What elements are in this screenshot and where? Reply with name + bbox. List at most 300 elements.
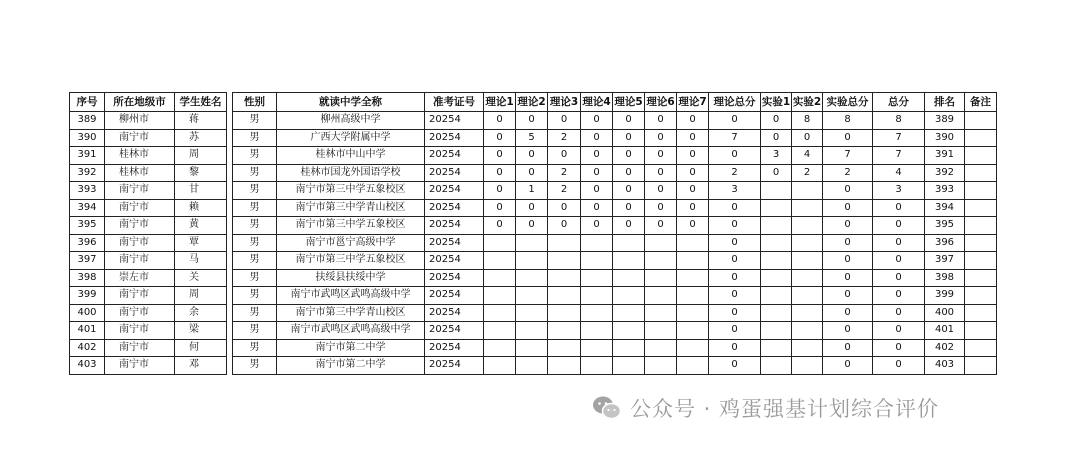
col-header-lab-2: 实验2 — [792, 93, 823, 112]
table-row — [70, 112, 997, 130]
cell-gender: 男 — [233, 252, 277, 270]
cell-school: 南宁市武鸣区武鸣高级中学 — [277, 322, 425, 340]
cell-total: 0 — [873, 252, 925, 270]
cell-lab-total: 0 — [823, 199, 873, 217]
cell-theory-3 — [548, 304, 581, 322]
cell-name: 赖 — [175, 199, 227, 217]
cell-lab-total: 0 — [823, 357, 873, 375]
cell-school: 桂林市国龙外国语学校 — [277, 164, 425, 182]
cell-theory-total: 0 — [709, 357, 761, 375]
cell-city: 柳州市 — [105, 112, 175, 130]
cell-theory-4: 0 — [581, 182, 613, 200]
cell-lab-total: 0 — [823, 182, 873, 200]
table-row — [70, 287, 997, 305]
cell-gender: 男 — [233, 234, 277, 252]
cell-theory-3 — [548, 269, 581, 287]
cell-theory-1: 0 — [484, 147, 516, 165]
cell-school: 桂林市中山中学 — [277, 147, 425, 165]
cell-lab-1: 0 — [761, 164, 792, 182]
cell-name: 余 — [175, 304, 227, 322]
cell-school: 南宁市邕宁高级中学 — [277, 234, 425, 252]
cell-lab-total: 7 — [823, 147, 873, 165]
cell-lab-2 — [792, 269, 823, 287]
cell-theory-5: 0 — [613, 217, 645, 235]
cell-lab-1 — [761, 199, 792, 217]
col-header-theory-7: 理论7 — [677, 93, 709, 112]
cell-name: 蒋 — [175, 112, 227, 130]
cell-rank: 396 — [925, 234, 965, 252]
cell-lab-total: 0 — [823, 129, 873, 147]
cell-theory-7 — [677, 269, 709, 287]
cell-lab-2 — [792, 357, 823, 375]
cell-theory-2 — [516, 269, 548, 287]
cell-city: 南宁市 — [105, 182, 175, 200]
cell-theory-7: 0 — [677, 164, 709, 182]
cell-remark — [965, 217, 997, 235]
cell-exam-id: 20254 — [425, 129, 484, 147]
cell-theory-1: 0 — [484, 129, 516, 147]
cell-theory-4 — [581, 287, 613, 305]
col-header-lab-1: 实验1 — [761, 93, 792, 112]
cell-lab-2: 8 — [792, 112, 823, 130]
cell-lab-2 — [792, 199, 823, 217]
cell-gender: 男 — [233, 164, 277, 182]
score-table — [69, 92, 997, 375]
cell-lab-total: 8 — [823, 112, 873, 130]
cell-remark — [965, 164, 997, 182]
cell-gender: 男 — [233, 339, 277, 357]
table-row — [70, 217, 997, 235]
cell-school: 南宁市第三中学五象校区 — [277, 217, 425, 235]
col-header-remark: 备注 — [965, 93, 997, 112]
cell-lab-total: 0 — [823, 234, 873, 252]
cell-theory-total: 0 — [709, 304, 761, 322]
cell-city: 南宁市 — [105, 357, 175, 375]
cell-exam-id: 20254 — [425, 182, 484, 200]
cell-lab-2 — [792, 217, 823, 235]
cell-city: 桂林市 — [105, 164, 175, 182]
col-header-theory-total: 理论总分 — [709, 93, 761, 112]
cell-theory-4 — [581, 304, 613, 322]
cell-city: 南宁市 — [105, 287, 175, 305]
cell-remark — [965, 287, 997, 305]
cell-total: 0 — [873, 322, 925, 340]
cell-theory-7: 0 — [677, 182, 709, 200]
cell-name: 甘 — [175, 182, 227, 200]
cell-theory-5: 0 — [613, 129, 645, 147]
cell-lab-2 — [792, 252, 823, 270]
cell-lab-1: 0 — [761, 129, 792, 147]
cell-index: 394 — [70, 199, 105, 217]
cell-theory-2 — [516, 287, 548, 305]
cell-lab-1 — [761, 252, 792, 270]
cell-school: 南宁市第二中学 — [277, 339, 425, 357]
table-row — [70, 357, 997, 375]
cell-lab-2 — [792, 182, 823, 200]
cell-city: 南宁市 — [105, 217, 175, 235]
cell-theory-7: 0 — [677, 199, 709, 217]
cell-school: 南宁市第二中学 — [277, 357, 425, 375]
cell-theory-2: 0 — [516, 112, 548, 130]
cell-theory-4 — [581, 357, 613, 375]
col-header-theory-2: 理论2 — [516, 93, 548, 112]
cell-lab-1 — [761, 322, 792, 340]
cell-theory-total: 0 — [709, 252, 761, 270]
cell-theory-7 — [677, 357, 709, 375]
cell-theory-7 — [677, 252, 709, 270]
col-header-name: 学生姓名 — [175, 93, 227, 112]
cell-theory-1 — [484, 304, 516, 322]
cell-lab-1: 3 — [761, 147, 792, 165]
col-header-exam-id: 准考证号 — [425, 93, 484, 112]
cell-total: 7 — [873, 129, 925, 147]
cell-theory-total: 0 — [709, 339, 761, 357]
cell-theory-4 — [581, 269, 613, 287]
cell-school: 南宁市第三中学青山校区 — [277, 199, 425, 217]
cell-city: 南宁市 — [105, 234, 175, 252]
cell-remark — [965, 252, 997, 270]
cell-city: 南宁市 — [105, 129, 175, 147]
col-header-total: 总分 — [873, 93, 925, 112]
cell-exam-id: 20254 — [425, 269, 484, 287]
cell-theory-4: 0 — [581, 112, 613, 130]
cell-theory-2 — [516, 357, 548, 375]
cell-theory-2 — [516, 304, 548, 322]
cell-theory-total: 0 — [709, 199, 761, 217]
cell-lab-2 — [792, 287, 823, 305]
col-header-city: 所在地级市 — [105, 93, 175, 112]
cell-theory-6 — [645, 234, 677, 252]
cell-theory-4: 0 — [581, 199, 613, 217]
cell-theory-total: 0 — [709, 287, 761, 305]
cell-theory-7: 0 — [677, 217, 709, 235]
cell-index: 398 — [70, 269, 105, 287]
cell-index: 401 — [70, 322, 105, 340]
cell-theory-5 — [613, 252, 645, 270]
cell-total: 0 — [873, 217, 925, 235]
cell-theory-2 — [516, 322, 548, 340]
cell-theory-total: 0 — [709, 112, 761, 130]
cell-theory-total: 3 — [709, 182, 761, 200]
watermark — [592, 393, 939, 423]
cell-lab-1 — [761, 182, 792, 200]
cell-theory-3 — [548, 287, 581, 305]
cell-theory-6 — [645, 322, 677, 340]
cell-theory-3: 0 — [548, 217, 581, 235]
cell-city: 南宁市 — [105, 252, 175, 270]
cell-rank: 393 — [925, 182, 965, 200]
cell-theory-7: 0 — [677, 112, 709, 130]
cell-theory-2: 0 — [516, 217, 548, 235]
cell-total: 0 — [873, 287, 925, 305]
cell-lab-total: 0 — [823, 217, 873, 235]
cell-theory-6: 0 — [645, 147, 677, 165]
cell-theory-3 — [548, 234, 581, 252]
cell-remark — [965, 112, 997, 130]
cell-name: 周 — [175, 147, 227, 165]
cell-lab-2 — [792, 304, 823, 322]
cell-lab-2 — [792, 339, 823, 357]
cell-lab-2: 4 — [792, 147, 823, 165]
col-header-theory-3: 理论3 — [548, 93, 581, 112]
cell-theory-3 — [548, 322, 581, 340]
cell-theory-total: 0 — [709, 322, 761, 340]
cell-exam-id: 20254 — [425, 147, 484, 165]
cell-remark — [965, 147, 997, 165]
cell-remark — [965, 199, 997, 217]
table-row — [70, 147, 997, 165]
cell-city: 南宁市 — [105, 199, 175, 217]
cell-theory-1 — [484, 322, 516, 340]
col-header-theory-1: 理论1 — [484, 93, 516, 112]
cell-theory-2 — [516, 252, 548, 270]
cell-exam-id: 20254 — [425, 252, 484, 270]
cell-theory-1 — [484, 287, 516, 305]
watermark-text: 公众号 · 鸡蛋强基计划综合评价 — [630, 397, 940, 421]
cell-theory-6 — [645, 357, 677, 375]
cell-theory-3 — [548, 252, 581, 270]
cell-theory-1: 0 — [484, 164, 516, 182]
cell-lab-1 — [761, 234, 792, 252]
table-row — [70, 234, 997, 252]
cell-index: 397 — [70, 252, 105, 270]
cell-theory-1 — [484, 357, 516, 375]
cell-remark — [965, 322, 997, 340]
cell-exam-id: 20254 — [425, 112, 484, 130]
cell-theory-5 — [613, 287, 645, 305]
cell-index: 390 — [70, 129, 105, 147]
cell-theory-1: 0 — [484, 182, 516, 200]
cell-theory-5: 0 — [613, 147, 645, 165]
cell-total: 0 — [873, 339, 925, 357]
cell-theory-2 — [516, 234, 548, 252]
cell-theory-5 — [613, 339, 645, 357]
cell-rank: 401 — [925, 322, 965, 340]
cell-exam-id: 20254 — [425, 234, 484, 252]
table-row — [70, 199, 997, 217]
cell-theory-3 — [548, 357, 581, 375]
cell-name: 何 — [175, 339, 227, 357]
cell-lab-1 — [761, 339, 792, 357]
cell-theory-total: 0 — [709, 147, 761, 165]
cell-gender: 男 — [233, 199, 277, 217]
cell-theory-4 — [581, 339, 613, 357]
cell-theory-1 — [484, 269, 516, 287]
cell-school: 南宁市第三中学青山校区 — [277, 304, 425, 322]
cell-lab-total: 0 — [823, 339, 873, 357]
cell-rank: 399 — [925, 287, 965, 305]
cell-rank: 400 — [925, 304, 965, 322]
cell-total: 3 — [873, 182, 925, 200]
table-row — [70, 129, 997, 147]
header-row — [70, 93, 997, 112]
cell-theory-5 — [613, 234, 645, 252]
cell-gender: 男 — [233, 304, 277, 322]
cell-theory-7 — [677, 234, 709, 252]
cell-theory-2: 0 — [516, 164, 548, 182]
cell-lab-total: 0 — [823, 252, 873, 270]
cell-theory-1 — [484, 252, 516, 270]
cell-theory-6: 0 — [645, 217, 677, 235]
cell-lab-2 — [792, 322, 823, 340]
cell-city: 崇左市 — [105, 269, 175, 287]
cell-theory-7 — [677, 304, 709, 322]
wechat-icon — [592, 395, 622, 421]
cell-city: 桂林市 — [105, 147, 175, 165]
cell-index: 400 — [70, 304, 105, 322]
cell-index: 395 — [70, 217, 105, 235]
col-header-theory-5: 理论5 — [613, 93, 645, 112]
cell-city: 南宁市 — [105, 304, 175, 322]
cell-gender: 男 — [233, 322, 277, 340]
cell-theory-6: 0 — [645, 112, 677, 130]
col-header-index: 序号 — [70, 93, 105, 112]
table-row — [70, 304, 997, 322]
cell-lab-1 — [761, 304, 792, 322]
cell-theory-6 — [645, 252, 677, 270]
cell-lab-total: 2 — [823, 164, 873, 182]
cell-remark — [965, 304, 997, 322]
cell-rank: 394 — [925, 199, 965, 217]
col-header-theory-6: 理论6 — [645, 93, 677, 112]
cell-name: 苏 — [175, 129, 227, 147]
cell-theory-5 — [613, 269, 645, 287]
cell-remark — [965, 269, 997, 287]
cell-rank: 391 — [925, 147, 965, 165]
cell-exam-id: 20254 — [425, 322, 484, 340]
cell-exam-id: 20254 — [425, 217, 484, 235]
cell-theory-3: 2 — [548, 129, 581, 147]
cell-theory-3: 2 — [548, 164, 581, 182]
cell-name: 黎 — [175, 164, 227, 182]
cell-index: 393 — [70, 182, 105, 200]
cell-theory-6: 0 — [645, 182, 677, 200]
cell-rank: 389 — [925, 112, 965, 130]
cell-theory-7 — [677, 287, 709, 305]
cell-theory-total: 0 — [709, 217, 761, 235]
cell-theory-total: 7 — [709, 129, 761, 147]
cell-school: 扶绥县扶绥中学 — [277, 269, 425, 287]
cell-remark — [965, 182, 997, 200]
cell-remark — [965, 339, 997, 357]
cell-school: 柳州高级中学 — [277, 112, 425, 130]
cell-theory-total: 0 — [709, 269, 761, 287]
cell-theory-7: 0 — [677, 147, 709, 165]
cell-index: 399 — [70, 287, 105, 305]
cell-theory-6: 0 — [645, 164, 677, 182]
cell-lab-total: 0 — [823, 322, 873, 340]
cell-theory-6 — [645, 304, 677, 322]
cell-theory-7: 0 — [677, 129, 709, 147]
cell-lab-total: 0 — [823, 304, 873, 322]
cell-name: 覃 — [175, 234, 227, 252]
cell-lab-1 — [761, 217, 792, 235]
cell-index: 392 — [70, 164, 105, 182]
cell-theory-total: 0 — [709, 234, 761, 252]
cell-theory-4 — [581, 252, 613, 270]
cell-gender: 男 — [233, 147, 277, 165]
cell-rank: 395 — [925, 217, 965, 235]
cell-lab-total: 0 — [823, 287, 873, 305]
cell-theory-4: 0 — [581, 217, 613, 235]
cell-theory-6: 0 — [645, 199, 677, 217]
cell-theory-1 — [484, 339, 516, 357]
cell-lab-1 — [761, 287, 792, 305]
cell-theory-1: 0 — [484, 199, 516, 217]
cell-lab-2 — [792, 234, 823, 252]
cell-theory-5: 0 — [613, 112, 645, 130]
cell-exam-id: 20254 — [425, 304, 484, 322]
cell-theory-2: 1 — [516, 182, 548, 200]
cell-name: 关 — [175, 269, 227, 287]
cell-name: 梁 — [175, 322, 227, 340]
col-header-gender: 性别 — [233, 93, 277, 112]
cell-name: 周 — [175, 287, 227, 305]
cell-name: 黄 — [175, 217, 227, 235]
cell-index: 403 — [70, 357, 105, 375]
cell-theory-4 — [581, 322, 613, 340]
table-row — [70, 164, 997, 182]
cell-theory-5 — [613, 304, 645, 322]
table-row — [70, 269, 997, 287]
cell-exam-id: 20254 — [425, 199, 484, 217]
cell-gender: 男 — [233, 357, 277, 375]
cell-index: 391 — [70, 147, 105, 165]
cell-lab-1 — [761, 357, 792, 375]
cell-index: 402 — [70, 339, 105, 357]
cell-index: 389 — [70, 112, 105, 130]
cell-total: 0 — [873, 357, 925, 375]
cell-gender: 男 — [233, 129, 277, 147]
cell-lab-2: 2 — [792, 164, 823, 182]
cell-theory-5: 0 — [613, 164, 645, 182]
cell-rank: 397 — [925, 252, 965, 270]
cell-rank: 403 — [925, 357, 965, 375]
cell-school: 南宁市武鸣区武鸣高级中学 — [277, 287, 425, 305]
cell-lab-1: 0 — [761, 112, 792, 130]
cell-remark — [965, 357, 997, 375]
cell-theory-4: 0 — [581, 129, 613, 147]
cell-theory-total: 2 — [709, 164, 761, 182]
col-header-lab-total: 实验总分 — [823, 93, 873, 112]
cell-exam-id: 20254 — [425, 357, 484, 375]
cell-lab-1 — [761, 269, 792, 287]
cell-rank: 398 — [925, 269, 965, 287]
cell-total: 0 — [873, 234, 925, 252]
table-row — [70, 252, 997, 270]
cell-index: 396 — [70, 234, 105, 252]
cell-theory-3: 2 — [548, 182, 581, 200]
cell-school: 南宁市第三中学五象校区 — [277, 182, 425, 200]
table-row — [70, 339, 997, 357]
cell-theory-4: 0 — [581, 164, 613, 182]
cell-remark — [965, 129, 997, 147]
cell-theory-3 — [548, 339, 581, 357]
cell-theory-3: 0 — [548, 199, 581, 217]
cell-theory-3: 0 — [548, 147, 581, 165]
cell-theory-2: 5 — [516, 129, 548, 147]
cell-total: 0 — [873, 269, 925, 287]
col-header-rank: 排名 — [925, 93, 965, 112]
cell-gender: 男 — [233, 182, 277, 200]
cell-total: 7 — [873, 147, 925, 165]
cell-total: 4 — [873, 164, 925, 182]
cell-school: 南宁市第三中学五象校区 — [277, 252, 425, 270]
cell-theory-7 — [677, 339, 709, 357]
cell-theory-5 — [613, 322, 645, 340]
cell-exam-id: 20254 — [425, 287, 484, 305]
cell-remark — [965, 234, 997, 252]
